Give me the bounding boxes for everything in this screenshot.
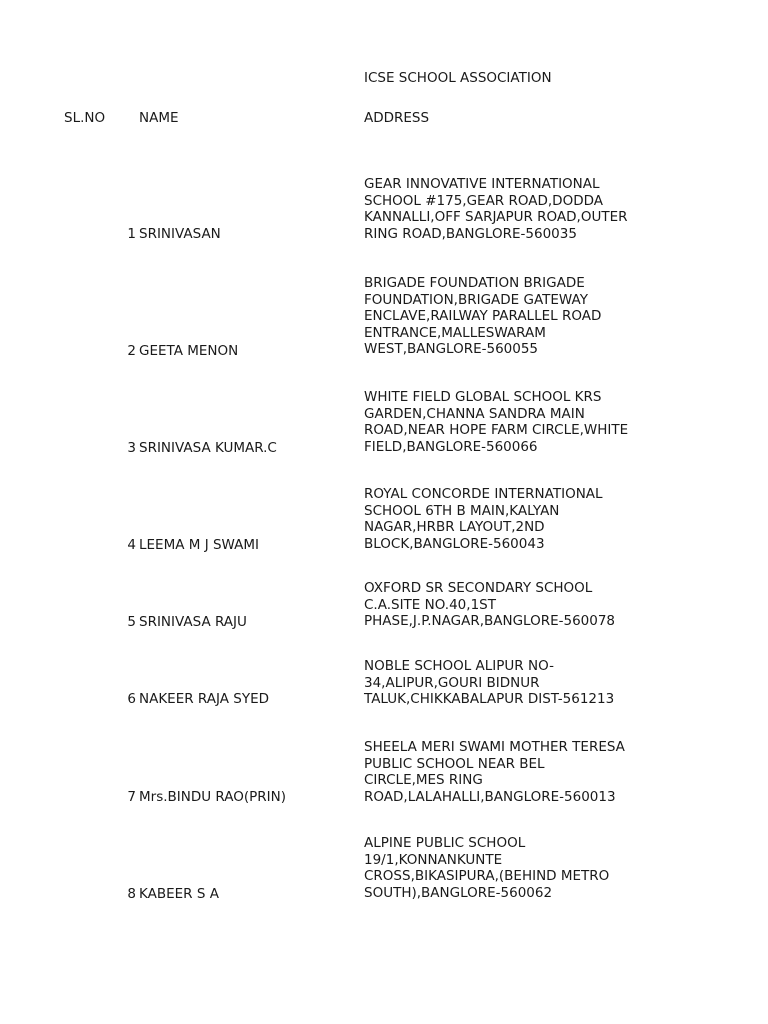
member-name: GEETA MENON [139,343,239,359]
serial-number: 4 [127,537,136,553]
school-address: NOBLE SCHOOL ALIPUR NO- 34,ALIPUR,GOURI BIDNUR TALUK,CHIKKABALAPUR DIST-561213 [364,658,615,708]
school-address: BRIGADE FOUNDATION BRIGADE FOUNDATION,BRIGADE GATEWAY ENCLAVE,RAILWAY PARALLEL ROAD ENTRANCE,MALLESWARAM WEST,BANGLORE-560055 [364,275,602,358]
page-title: ICSE SCHOOL ASSOCIATION [364,70,552,86]
school-address: OXFORD SR SECONDARY SCHOOL C.A.SITE NO.40,1ST PHASE,J.P.NAGAR,BANGLORE-560078 [364,580,616,630]
serial-number: 8 [127,886,136,902]
school-address: GEAR INNOVATIVE INTERNATIONAL SCHOOL #175,GEAR ROAD,DODDA KANNALLI,OFF SARJAPUR ROAD,OUTER RING ROAD,BANGLORE-560035 [364,176,628,242]
column-header-address: ADDRESS [364,110,430,126]
serial-number: 3 [127,440,136,456]
serial-number: 5 [127,614,136,630]
serial-number: 6 [127,691,136,707]
serial-number: 2 [127,343,136,359]
member-name: Mrs.BINDU RAO(PRIN) [139,789,287,805]
school-address: ROYAL CONCORDE INTERNATIONAL SCHOOL 6TH B MAIN,KALYAN NAGAR,HRBR LAYOUT,2ND BLOCK,BANGLORE-560043 [364,486,603,552]
member-name: KABEER S A [139,886,219,902]
serial-number: 7 [127,789,136,805]
column-header-slno: SL.NO [64,110,106,126]
member-name: SRINIVASA KUMAR.C [139,440,277,456]
school-address: ALPINE PUBLIC SCHOOL 19/1,KONNANKUNTE CROSS,BIKASIPURA,(BEHIND METRO SOUTH),BANGLORE-560062 [364,835,610,901]
column-header-name: NAME [139,110,179,126]
member-name: SRINIVASAN [139,226,221,242]
member-name: LEEMA M J SWAMI [139,537,260,553]
member-name: SRINIVASA RAJU [139,614,247,630]
school-address: SHEELA MERI SWAMI MOTHER TERESA PUBLIC SCHOOL NEAR BEL CIRCLE,MES RING ROAD,LALAHALLI,BANGLORE-560013 [364,739,625,805]
member-name: NAKEER RAJA SYED [139,691,269,707]
school-address: WHITE FIELD GLOBAL SCHOOL KRS GARDEN,CHANNA SANDRA MAIN ROAD,NEAR HOPE FARM CIRCLE,WHITE FIELD,BANGLORE-560066 [364,389,629,455]
serial-number: 1 [127,226,136,242]
